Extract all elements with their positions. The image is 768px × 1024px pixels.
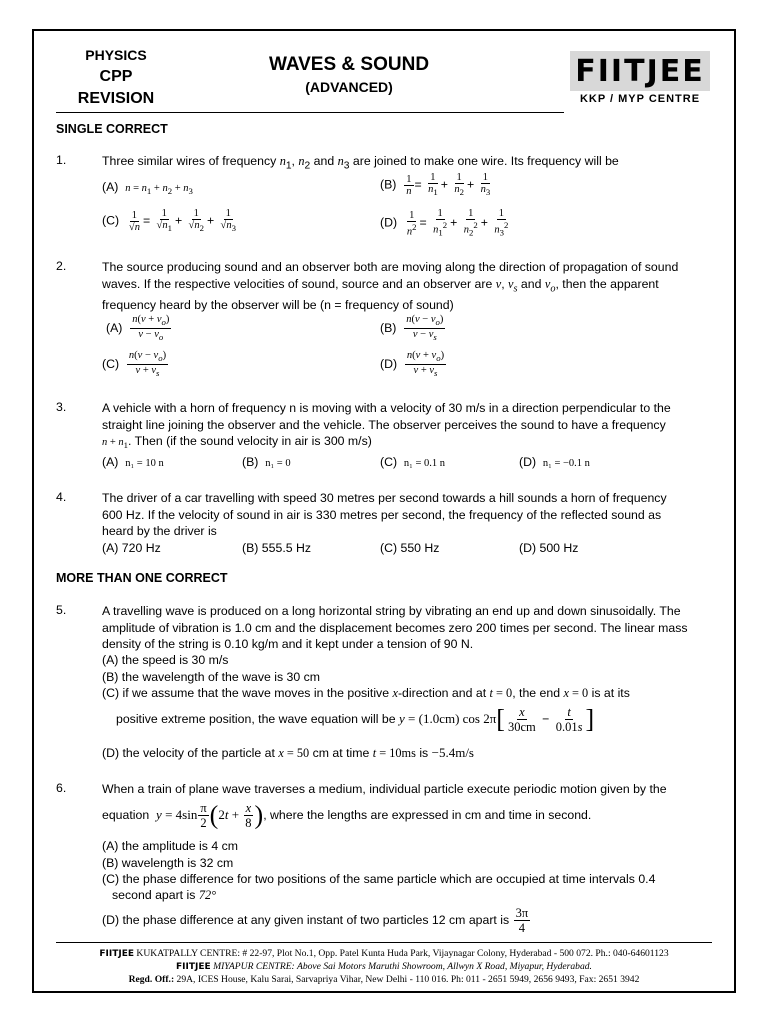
q6-option-d[interactable]: (D) the phase difference at any given instant of two particles 12 cm apart is $\frac{3\pi}{4}$ — [102, 906, 529, 935]
question-4-text: The driver of a car travelling with speed 30 metres per second towards a hill sounds a horn of frequency 600 Hz. If the velocity of sound in air is 330 metres per second, the frequency of the reflected sound as heard by the driver is — [102, 491, 667, 538]
q1-option-d[interactable]: (D) $\frac{1}{n^2}$ = $\frac{1}{n_1^2}$ + $\frac{1}{n_2^2}$ + $\frac{1}{n_3^2}$ — [380, 208, 509, 238]
logo-text: FIITJEE — [575, 53, 705, 89]
q2-option-a[interactable]: (A) $\frac{n(v + v_o)}{v - v_o}$ — [106, 314, 170, 343]
question-number: 5. — [56, 603, 67, 617]
revision-label: REVISION — [77, 90, 155, 107]
question-1-text: Three similar wires of frequency $n_1$, $n_2$ and $n_3$ are joined to make one wire. Its frequency will be — [102, 154, 619, 172]
subject-label: PHYSICS — [85, 47, 147, 63]
q2-option-d[interactable]: (D) $\frac{n(v + v_o)}{v + v_s}$ — [380, 350, 445, 379]
q4-option-c[interactable]: (C) 550 Hz — [380, 541, 440, 555]
question-number: 3. — [56, 400, 67, 414]
type-label: CPP — [99, 68, 133, 85]
question-number: 2. — [56, 259, 67, 273]
q6-option-c[interactable]: (C) the phase difference for two positions of the same particle which are occupied at time intervals 0.4 second apart is 72° — [102, 872, 656, 902]
q3-option-c[interactable]: (C) n₁ = 0.1 n — [380, 455, 446, 469]
q6-option-b[interactable]: (B) wavelength is 32 cm — [102, 856, 234, 870]
question-number: 6. — [56, 781, 67, 795]
q1-option-c[interactable]: (C) $\frac{1}{√n}$ = $\frac{1}{√n_1}$ + $\frac{1}{√n_2}$ + $\frac{1}{√n_3}$ — [102, 208, 236, 234]
header-title-block — [230, 54, 468, 95]
question-5-text: A travelling wave is produced on a long horizontal string by vibrating an end up and down sinusoidally. The amplitude of vibration is 1.0 cm and the displacement becomes zero 200 times per second. The linear mass density of the string is 0.10 kg/m and it kept under a tension of 90 N. — [102, 604, 688, 651]
q3-option-a[interactable]: (A) n₁ = 10 n — [102, 455, 164, 469]
page-subtitle: (ADVANCED) — [305, 79, 393, 95]
header-left-block — [56, 44, 176, 110]
q4-option-b[interactable]: (B) 555.5 Hz — [242, 541, 312, 555]
question-number: 4. — [56, 490, 67, 504]
q3-option-b[interactable]: (B) n₁ = 0 — [242, 455, 291, 469]
footer-miyapur: FIITJEE MIYAPUR CENTRE: Above Sai Motors Maruthi Showroom, Allwyn X Road, Miyapur, Hyderabad. — [176, 961, 592, 972]
footer-divider — [56, 942, 712, 943]
q2-option-c[interactable]: (C) $\frac{n(v - v_o)}{v + v_s}$ — [102, 350, 167, 379]
footer-kukatpally: FIITJEE KUKATPALLY CENTRE: # 22-97, Plot No.1, Opp. Patel Kunta Huda Park, Vijaynagar Colony, Hyderabad - 500 072. Ph.: 040-64601123 — [99, 948, 669, 959]
q5-option-a[interactable]: (A) the speed is 30 m/s — [102, 653, 229, 667]
q6-equation-line: equation y = 4sin $\frac{\pi}{2}$ (2t + $\frac{x}{8}$ ), where the lengths are expressed in cm and time in second. — [102, 800, 592, 830]
q5-option-c-equation: positive extreme position, the wave equation will be y = (1.0cm) cos 2π[ $\frac{x}{30cm}$ − $\frac{t}{0.01s}$ ] — [116, 704, 595, 734]
q5-option-c[interactable]: (C) if we assume that the wave moves in the positive x-direction and at t = 0, the end x = 0 is at its — [102, 686, 630, 700]
section-single-correct: SINGLE CORRECT — [56, 122, 168, 136]
q4-option-a[interactable]: (A) 720 Hz — [102, 541, 161, 555]
question-2-text: The source producing sound and an observer both are moving along the direction of propagation of sound waves. If the respective velocities of sound, source and an observer are v, $v_s$ and $v_o$, then the apparent frequency heard by the observer will be (n = frequency of sound) — [102, 260, 679, 313]
q1-option-b[interactable]: (B) $\frac{1}{n}$ = $\frac{1}{n_1}$ + $\frac{1}{n_2}$ + $\frac{1}{n_3}$ — [380, 172, 491, 198]
q5-option-d[interactable]: (D) the velocity of the particle at x = 50 cm at time t = 10ms is −5.4m/s — [102, 745, 474, 760]
question-number: 1. — [56, 153, 67, 167]
q6-option-a[interactable]: (A) the amplitude is 4 cm — [102, 839, 238, 853]
fiitjee-logo — [570, 51, 710, 91]
question-3-text: A vehicle with a horn of frequency n is moving with a velocity of 30 m/s in a direction perpendicular to the straight line joining the observer and the vehicle. The observer perceives the sound to have a frequency $n + n_1$. Then (if the sound velocity in air is 300 m/s) — [102, 401, 671, 451]
header-divider — [56, 112, 564, 113]
section-multi-correct: MORE THAN ONE CORRECT — [56, 571, 228, 585]
page-title: WAVES & SOUND — [268, 54, 430, 75]
q1-option-a[interactable]: (A) $n = n_1 + n_2 + n_3$ — [102, 180, 193, 197]
q2-option-b[interactable]: (B) $\frac{n(v - v_o)}{v - v_s}$ — [380, 314, 444, 343]
question-6-text: When a train of plane wave traverses a medium, individual particle execute periodic motion given by the — [102, 782, 667, 796]
footer-regd-office: Regd. Off.: 29A, ICES House, Kalu Sarai, Sarvapriya Vihar, New Delhi - 110 016. Ph: 011 - 2651 5949, 2656 9493, Fax: 2651 3942 — [128, 974, 640, 985]
q3-option-d[interactable]: (D) n₁ = −0.1 n — [519, 455, 590, 469]
q5-option-b[interactable]: (B) the wavelength of the wave is 30 cm — [102, 670, 321, 684]
centre-label: KKP / MYP CENTRE — [579, 93, 701, 105]
q4-option-d[interactable]: (D) 500 Hz — [519, 541, 579, 555]
